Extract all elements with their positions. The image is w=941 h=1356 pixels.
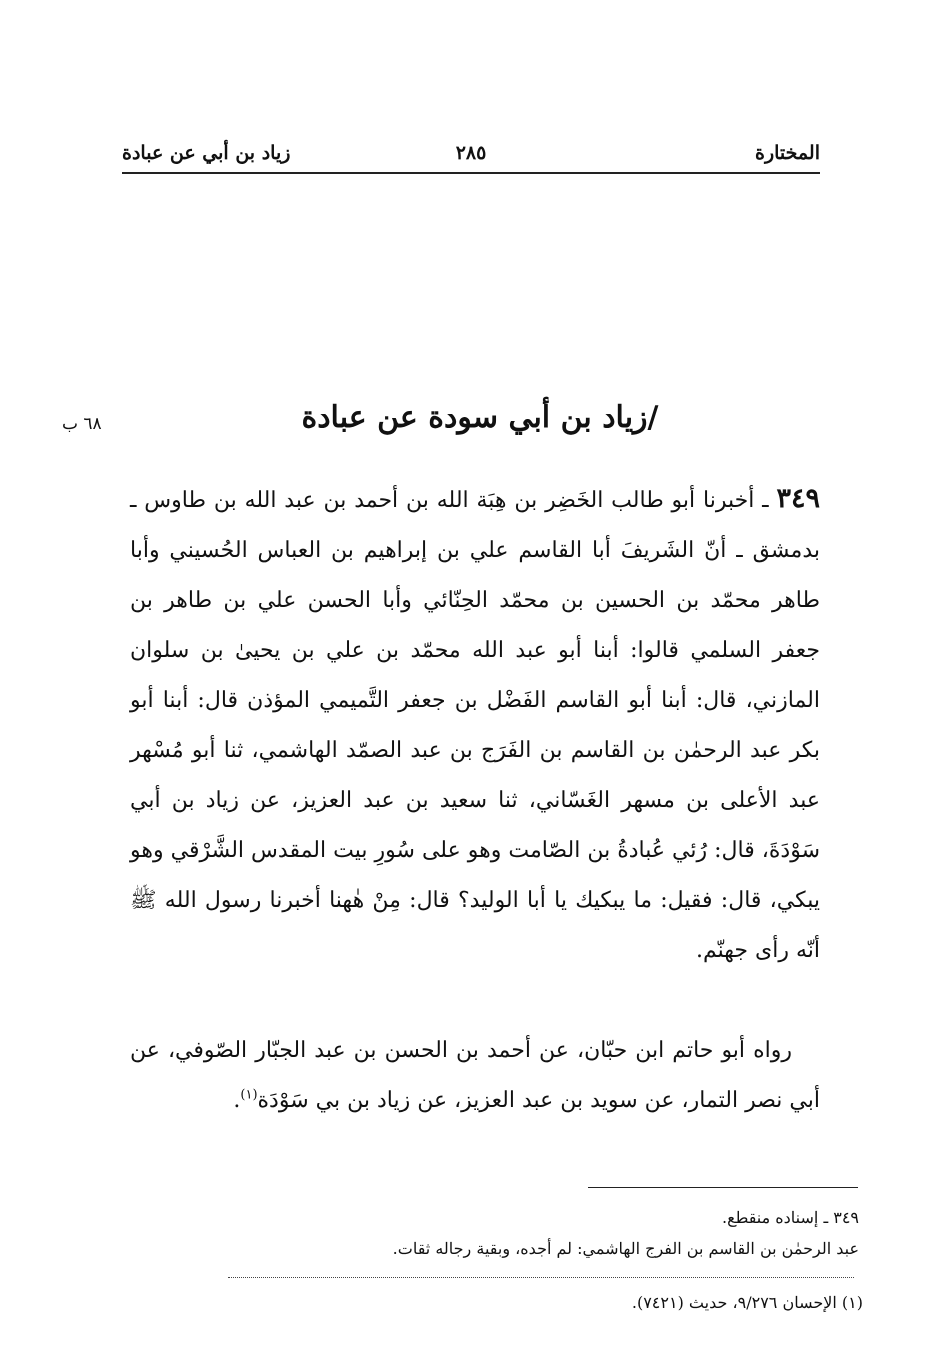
running-header [122, 138, 820, 168]
footnote-isnad: ٣٤٩ ـ إسناده منقطع. [721, 1208, 859, 1227]
takhrij-end: . [233, 1088, 241, 1113]
hadith-text: ـ أخبرنا أبو طالب الخَضِر بن هِبَة الله بن أحمد بن عبد الله بن طاوس ـ بدمشق ـ أنّ الشَريفَ أبا القاسم علي بن إبراهيم بن العباس الحُسيني وأبا طاهر محمّد بن الحسين بن محمّد الحِنّائي وأبا الحسن علي بن طاهر بن جعفر السلمي قالوا: أبنا أبو عبد الله محمّد بن علي بن يحيىٰ بن سلوان المازني، قال: أبنا أبو القاسم الفَضْل بن جعفر التَّميمي المؤذن قال: أبنا أبو بكر عبد الرحمٰن بن القاسم بن الفَرَج بن عبد الصمّد الهاشمي، ثنا أبو مُسْهر عبد الأعلى بن مسهر الغَسّاني، ثنا سعيد بن عبد العزيز، عن زياد بن أبي سَوْدَةَ، قال: رُئي عُبادةُ بن الصّامت وهو على سُورِ بيت المقدس الشَّرْقي وهو يبكي، قال: فقيل: ما يبكيك يا أبا الوليد؟ قال: مِنْ هٰهنا أخبرنا رسول الله ﷺ أنّه رأى جهنّم. [130, 488, 820, 963]
footnote-divider [228, 1277, 854, 1278]
footnote-rule [588, 1187, 858, 1188]
hadith-paragraph [130, 474, 820, 976]
takhrij-paragraph [130, 1026, 820, 1126]
footnote-reference: (١) [240, 1087, 258, 1103]
chapter-title: /زياد بن أبي سودة عن عبادة [301, 400, 659, 435]
header-rule [122, 172, 820, 174]
hadith-number: ٣٤٩ [776, 483, 820, 514]
chapter-running-title: زياد بن أبي عن عبادة [122, 142, 291, 164]
manuscript-folio-note: ٦٨ ب [62, 414, 102, 434]
page-number: ٢٨٥ [455, 142, 487, 164]
footnote-narrators: عبد الرحمٰن بن القاسم بن الفرج الهاشمي: لم أجده، وبقية رجاله ثقات. [392, 1239, 859, 1258]
book-title: المختارة [755, 142, 820, 164]
takhrij-text: رواه أبو حاتم ابن حبّان، عن أحمد بن الحسن بن عبد الجبّار الصّوفي، عن أبي نصر التمار، عن سويد بن عبد العزيز، عن زياد بن بي سَوْدَة [130, 1038, 820, 1113]
footnote-source: (١) الإحسان ٩/٢٧٦، حديث (٧٤٢١). [631, 1293, 863, 1312]
